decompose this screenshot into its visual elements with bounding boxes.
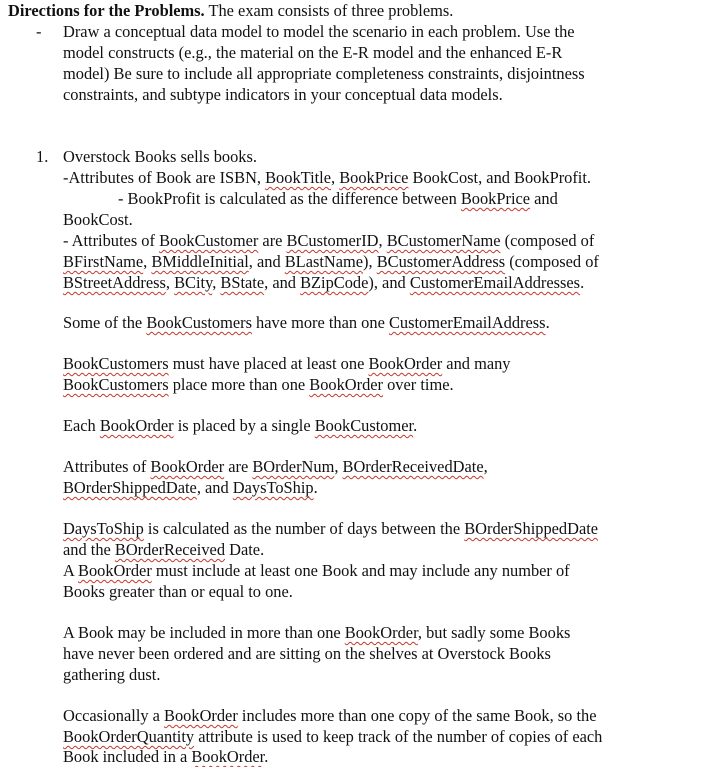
text-run: includes more than one copy of the same Book, so the: [237, 706, 597, 725]
spellcheck-word: BOrderReceivedDate: [342, 457, 484, 476]
spellcheck-word: BCustomerName: [386, 231, 501, 250]
spellcheck-word: BCustomerAddress: [376, 252, 506, 271]
text-run: ), and: [368, 273, 410, 292]
spellcheck-word: CustomerEmailAddress: [388, 313, 546, 332]
text-run: are: [224, 457, 253, 476]
order-attributes-line-2: [63, 477, 318, 498]
spellcheck-word: BookOrderQuantity: [63, 727, 195, 746]
text-run: , but sadly some Books: [417, 623, 571, 642]
text-run: .: [413, 416, 418, 435]
text-run: , and: [264, 273, 301, 292]
text-run: (composed of: [505, 252, 599, 271]
spellcheck-word: BookCustomer: [159, 231, 259, 250]
spellcheck-word: BookCustomers: [63, 375, 169, 394]
quantity-paragraph-line-1: [63, 705, 597, 726]
text-run: ,: [331, 168, 340, 187]
bullet-line-3: model) Be sure to include all appropriate completeness constraints, disjointness: [63, 64, 585, 83]
spellcheck-word: BCustomerID: [286, 231, 379, 250]
days-paragraph-line-1: [63, 518, 598, 539]
text-run: ,: [212, 273, 221, 292]
text-run: is calculated as the number of days between the: [143, 519, 465, 538]
text-run: must include at least one Book and may include any number of: [151, 561, 570, 580]
text-run: Occasionally a: [63, 706, 165, 725]
text-run: ,: [378, 231, 387, 250]
text-run: - Attributes of: [63, 231, 160, 250]
bullet-line-2: model constructs (e.g., the material on the E-R model and the enhanced E-R: [63, 43, 563, 62]
quantity-paragraph-line-3: [63, 746, 268, 767]
spellcheck-word: BookCustomer: [314, 416, 414, 435]
spellcheck-word: BookTitle: [265, 168, 332, 187]
text-run: (composed of: [500, 231, 595, 250]
text-run: Book included in a: [63, 747, 192, 766]
customer-attributes-line-3: [63, 272, 584, 293]
spellcheck-word: BFirstName: [63, 252, 144, 271]
directions-intro: The exam consists of three problems.: [208, 1, 454, 20]
spellcheck-word: DaysToShip: [63, 519, 144, 538]
text-run: must have placed at least one: [168, 354, 369, 373]
spellcheck-word: BCity: [174, 273, 213, 292]
text-run: A Book may be included in more than one: [63, 623, 345, 642]
customer-attributes-line-2: [63, 251, 599, 272]
text-run: ),: [363, 252, 377, 271]
spellcheck-word: BLastName: [284, 252, 364, 271]
spellcheck-word: BookOrder: [150, 457, 225, 476]
text-run: .: [313, 478, 318, 497]
orders-paragraph-line-2: [63, 374, 454, 395]
text-run: -Attributes of Book are ISBN,: [63, 168, 266, 187]
spellcheck-word: BOrderReceived: [114, 540, 226, 559]
directions-heading: Directions for the Problems.: [8, 1, 205, 20]
spellcheck-word: BMiddleInitial: [151, 252, 249, 271]
days-paragraph-line-2: [63, 539, 264, 560]
spellcheck-word: BookOrder: [191, 747, 265, 766]
book-profit-line-2: BookCost.: [63, 210, 133, 229]
text-run: , and: [196, 478, 233, 497]
text-run: and: [530, 189, 558, 208]
spellcheck-word: BookOrder: [309, 375, 384, 394]
spellcheck-word: BookCustomers: [63, 354, 169, 373]
text-run: and the: [63, 540, 115, 559]
text-run: .: [264, 747, 269, 766]
text-run: .: [545, 313, 550, 332]
shelves-paragraph-line-1: [63, 622, 570, 643]
text-run: attribute is used to keep track of the number of copies of each: [194, 727, 603, 746]
text-run: are: [258, 231, 287, 250]
problem-title: Overstock Books sells books.: [63, 147, 257, 166]
text-run: Some of the: [63, 313, 147, 332]
spellcheck-word: BookOrder: [344, 623, 418, 642]
text-run: ,: [143, 252, 152, 271]
spellcheck-word: BookPrice: [339, 168, 409, 187]
text-run: BookCost, and BookProfit.: [408, 168, 592, 187]
customer-attributes-line-1: [63, 230, 594, 251]
quantity-paragraph-line-2: [63, 726, 602, 747]
bullet-line-4: constraints, and subtype indicators in your conceptual data models.: [63, 85, 503, 104]
orders-paragraph-line-1: [63, 353, 510, 374]
spellcheck-word: BStreetAddress: [63, 273, 166, 292]
text-run: is placed by a single: [173, 416, 315, 435]
text-run: have more than one: [251, 313, 389, 332]
book-profit-line: [118, 188, 558, 209]
spellcheck-word: BState: [220, 273, 265, 292]
days-paragraph-line-3: [63, 560, 570, 581]
spellcheck-word: BOrderShippedDate: [464, 519, 599, 538]
spellcheck-word: BOrderShippedDate: [63, 478, 197, 497]
spellcheck-word: BookPrice: [460, 189, 531, 208]
text-run: , and: [248, 252, 285, 271]
text-run: ,: [165, 273, 175, 292]
single-customer-paragraph: [63, 415, 417, 436]
text-run: ,: [483, 457, 488, 476]
text-run: .: [580, 273, 585, 292]
text-run: Date.: [225, 540, 265, 559]
spellcheck-word: BookOrder: [99, 416, 174, 435]
text-run: A: [63, 561, 79, 580]
spellcheck-word: BZipCode: [300, 273, 369, 292]
bullet-marker: -: [36, 22, 42, 41]
text-run: and many: [442, 354, 511, 373]
bullet-line-1: Draw a conceptual data model to model the scenario in each problem. Use the: [63, 22, 575, 41]
text-run: place more than one: [168, 375, 310, 394]
text-run: Attributes of: [63, 457, 151, 476]
text-run: over time.: [383, 375, 454, 394]
spellcheck-word: CustomerEmailAddresses: [409, 273, 581, 292]
order-attributes-line-1: [63, 456, 488, 477]
text-run: - BookProfit is calculated as the difference between: [118, 189, 461, 208]
spellcheck-word: BookOrder: [368, 354, 443, 373]
directions-line: [8, 0, 453, 21]
spellcheck-word: BookOrder: [78, 561, 152, 580]
spellcheck-word: DaysToShip: [232, 478, 314, 497]
problem-number: 1.: [36, 147, 49, 166]
spellcheck-word: BOrderNum: [252, 457, 335, 476]
spellcheck-word: BookCustomers: [146, 313, 252, 332]
text-run: Each: [63, 416, 100, 435]
email-paragraph: [63, 312, 550, 333]
days-paragraph-line-4: Books greater than or equal to one.: [63, 582, 293, 601]
spellcheck-word: BookOrder: [164, 706, 238, 725]
book-attributes-line: [63, 167, 591, 188]
text-run: ,: [334, 457, 343, 476]
shelves-paragraph-line-3: gathering dust.: [63, 665, 161, 684]
shelves-paragraph-line-2: have never been ordered and are sitting on the shelves at Overstock Books: [63, 644, 551, 663]
